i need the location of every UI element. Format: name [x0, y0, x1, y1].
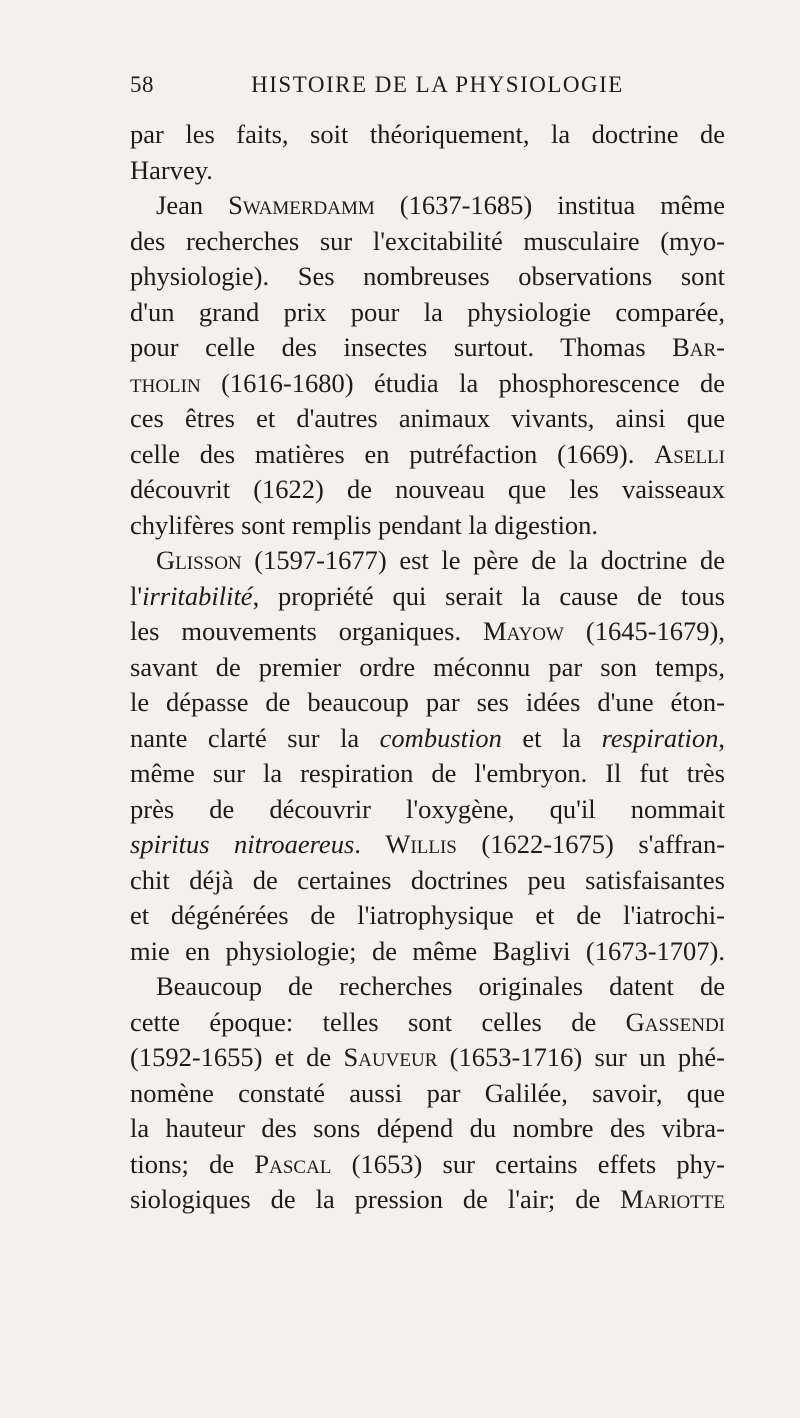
- text-segment: , propriété qui serait la cause de tous: [252, 580, 725, 611]
- text-segment: chit déjà de certaines doctrines peu satisfaisantes: [130, 864, 725, 895]
- text-line: [130, 756, 725, 792]
- text-segment: ces êtres et d'autres animaux vivants, ainsi que: [130, 403, 725, 433]
- text-line: [130, 543, 725, 579]
- text-segment: irritabilité: [142, 580, 253, 611]
- text-line: [130, 1182, 725, 1218]
- text-segment: tions; de: [130, 1148, 255, 1179]
- text-line: [130, 1111, 725, 1147]
- text-segment: les mouvements organiques.: [130, 616, 484, 646]
- text-segment: (1637-1685) institua même: [374, 190, 725, 220]
- text-segment: d'un grand prix pour la physiologie comparée,: [130, 296, 725, 327]
- text-line: [130, 259, 725, 295]
- text-segment: Jean: [156, 190, 229, 220]
- text-line: [130, 721, 725, 757]
- text-line: [130, 1040, 725, 1076]
- text-line: [130, 1076, 725, 1112]
- text-segment: physiologie). Ses nombreuses observations sont: [130, 261, 725, 291]
- text-line: [130, 579, 725, 615]
- body-text: [130, 117, 725, 1218]
- text-segment: respiration: [601, 722, 719, 753]
- text-segment: Gassendi: [625, 1006, 725, 1037]
- text-line: [130, 188, 725, 224]
- text-line: [130, 472, 725, 508]
- text-segment: (1645-1679),: [563, 616, 725, 646]
- text-line: [130, 117, 725, 153]
- text-segment: Glisson: [156, 545, 242, 575]
- text-segment: chylifères sont remplis pendant la digestion.: [130, 509, 599, 540]
- text-segment: découvrit (1622) de nouveau que les vaisseaux: [130, 474, 725, 504]
- text-line: [130, 224, 725, 260]
- text-segment: tholin: [130, 367, 201, 398]
- text-line: [130, 650, 725, 686]
- text-line: [130, 508, 725, 544]
- text-line: [130, 401, 725, 437]
- text-segment: Beaucoup de recherches originales datent de: [156, 971, 725, 1001]
- text-segment: près de découvrir l'oxygène, qu'il nommait: [130, 793, 725, 824]
- text-line: [130, 1005, 725, 1041]
- text-segment: ,: [718, 722, 725, 753]
- text-segment: siologiques de la pression de l'air; de: [130, 1184, 621, 1214]
- text-segment: mie en physiologie; de même Baglivi (1673-1707).: [130, 935, 725, 966]
- text-segment: (1616-1680) étudia la phosphorescence de: [200, 367, 725, 398]
- text-line: [130, 1147, 725, 1183]
- text-segment: l': [130, 580, 143, 611]
- text-line: [130, 827, 725, 863]
- text-segment: des recherches sur l'excitabilité musculaire (myo-: [130, 225, 725, 256]
- text-segment: par les faits, soit théoriquement, la doctrine de: [130, 119, 725, 149]
- text-segment: le dépasse de beaucoup par ses idées d'une éton-: [130, 687, 725, 717]
- text-segment: Pascal: [254, 1148, 332, 1179]
- text-line: [130, 295, 725, 331]
- text-line: [130, 898, 725, 934]
- text-segment: Mariotte: [620, 1184, 725, 1214]
- text-line: [130, 685, 725, 721]
- text-segment: (1622-1675) s'affran-: [456, 829, 725, 859]
- text-segment: Harvey.: [130, 154, 213, 185]
- text-segment: pour celle des insectes surtout. Thomas: [130, 332, 673, 362]
- text-segment: savant de premier ordre méconnu par son temps,: [130, 651, 725, 682]
- text-segment: et dégénérées de l'iatrophysique et de l'iatrochi-: [130, 900, 725, 930]
- text-segment: nomène constaté aussi par Galilée, savoir, que: [130, 1077, 725, 1108]
- text-segment: celle des matières en putréfaction (1669).: [130, 438, 655, 469]
- page-number: 58: [130, 72, 154, 97]
- text-segment: et la: [501, 722, 602, 753]
- text-segment: Aselli: [654, 438, 725, 469]
- text-line: [130, 366, 725, 402]
- text-line: [130, 330, 725, 366]
- text-segment: (1653-1716) sur un phé-: [437, 1042, 725, 1072]
- text-segment: spiritus nitroaereus: [130, 829, 355, 859]
- page-header: [130, 72, 725, 104]
- text-segment: nante clarté sur la: [130, 722, 380, 753]
- text-segment: Swamerdamm: [228, 190, 375, 220]
- text-segment: Sauveur: [343, 1042, 438, 1072]
- text-segment: (1592-1655) et de: [130, 1042, 344, 1072]
- text-segment: (1653) sur certains effets phy-: [331, 1148, 725, 1179]
- text-line: [130, 969, 725, 1005]
- text-line: [130, 153, 725, 189]
- text-segment: Willis: [385, 829, 457, 859]
- text-line: [130, 863, 725, 899]
- text-line: [130, 934, 725, 970]
- text-segment: combustion: [379, 722, 502, 753]
- text-line: [130, 792, 725, 828]
- text-segment: .: [354, 829, 386, 859]
- text-segment: la hauteur des sons dépend du nombre des vibra-: [130, 1113, 725, 1143]
- running-title: HISTOIRE DE LA PHYSIOLOGIE: [251, 72, 624, 97]
- text-segment: cette époque: telles sont celles de: [130, 1006, 626, 1037]
- text-segment: Bar-: [672, 332, 725, 362]
- text-segment: même sur la respiration de l'embryon. Il fut très: [130, 758, 725, 788]
- text-line: [130, 614, 725, 650]
- text-segment: (1597-1677) est le père de la doctrine de: [241, 545, 725, 575]
- text-line: [130, 437, 725, 473]
- text-segment: Mayow: [483, 616, 564, 646]
